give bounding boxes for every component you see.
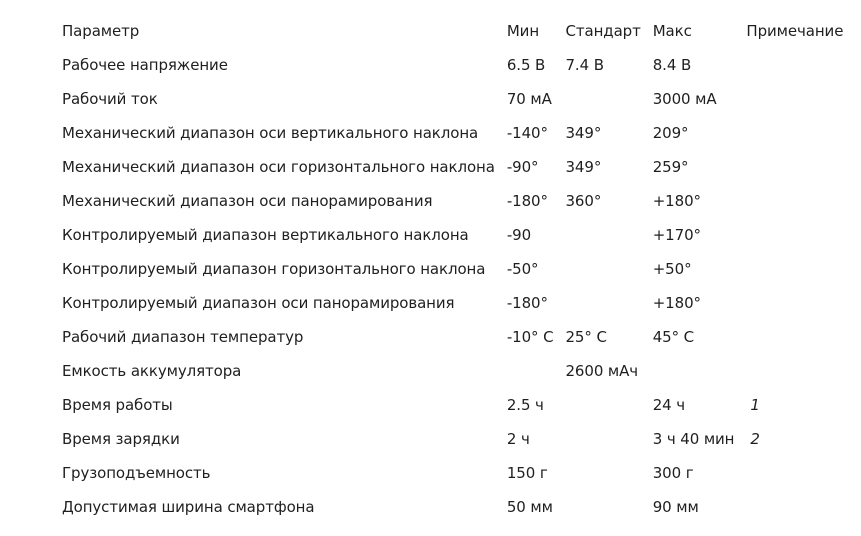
cell-max: 8.4 В	[652, 56, 692, 74]
cell-min: -140°	[506, 124, 548, 142]
cell-std	[559, 252, 646, 286]
cell-note	[740, 286, 856, 320]
cell-note	[740, 82, 856, 116]
cell-std	[559, 422, 646, 456]
table-row	[56, 388, 856, 422]
cell-max: 45° C	[652, 328, 695, 346]
cell-min: 50 мм	[506, 498, 553, 516]
cell-std: 360°	[565, 192, 602, 210]
header-std: Стандарт	[565, 22, 641, 40]
cell-note	[740, 252, 856, 286]
cell-std: 7.4 В	[565, 56, 604, 74]
cell-note	[740, 320, 856, 354]
cell-max: +170°	[652, 226, 701, 244]
cell-max: 259°	[652, 158, 689, 176]
cell-note	[740, 456, 856, 490]
cell-note	[740, 218, 856, 252]
cell-note	[740, 354, 856, 388]
cell-param: Рабочий диапазон температур	[62, 328, 304, 346]
table-row	[56, 184, 856, 218]
cell-min: -10° C	[506, 328, 554, 346]
cell-param: Контролируемый диапазон оси панорамирования	[62, 294, 455, 312]
cell-min: -180°	[506, 294, 548, 312]
cell-max: +50°	[652, 260, 692, 278]
cell-min: 150 г	[506, 464, 548, 482]
cell-max: +180°	[652, 294, 701, 312]
cell-std: 349°	[565, 124, 602, 142]
cell-min: 70 мА	[506, 90, 552, 108]
table-row	[56, 82, 856, 116]
cell-param: Рабочий ток	[62, 90, 158, 108]
cell-note	[740, 150, 856, 184]
cell-param: Механический диапазон оси панорамирования	[62, 192, 433, 210]
cell-max: 90 мм	[652, 498, 699, 516]
table-row	[56, 116, 856, 150]
cell-param: Время зарядки	[62, 430, 180, 448]
specs-table	[56, 14, 856, 524]
cell-param: Допустимая ширина смартфона	[62, 498, 315, 516]
table-row	[56, 252, 856, 286]
cell-std: 2600 мАч	[565, 362, 639, 380]
cell-std: 25° C	[565, 328, 607, 346]
table-row	[56, 490, 856, 524]
cell-min: -50°	[506, 260, 539, 278]
cell-std	[559, 456, 646, 490]
cell-max: 24 ч	[652, 396, 686, 414]
table-row	[56, 422, 856, 456]
cell-std	[559, 490, 646, 524]
cell-note	[740, 490, 856, 524]
table-row	[56, 354, 856, 388]
header-min: Мин	[506, 22, 540, 40]
table-body	[56, 48, 856, 524]
cell-param: Емкость аккумулятора	[62, 362, 242, 380]
cell-note: 2	[750, 430, 760, 448]
cell-max: +180°	[652, 192, 701, 210]
cell-min: -90°	[506, 158, 539, 176]
table-row	[56, 456, 856, 490]
cell-param: Время работы	[62, 396, 173, 414]
cell-min: -90	[506, 226, 532, 244]
cell-max: 209°	[652, 124, 689, 142]
cell-param: Контролируемый диапазон горизонтального наклона	[62, 260, 486, 278]
table-row	[56, 320, 856, 354]
cell-note	[740, 184, 856, 218]
header-max: Макс	[652, 22, 692, 40]
cell-std	[559, 388, 646, 422]
cell-max: 3 ч 40 мин	[652, 430, 735, 448]
cell-max: 300 г	[652, 464, 694, 482]
cell-min: 2 ч	[506, 430, 530, 448]
table-row	[56, 286, 856, 320]
cell-min: 6.5 В	[506, 56, 546, 74]
cell-min: 2.5 ч	[506, 396, 544, 414]
table-row	[56, 218, 856, 252]
table-row	[56, 48, 856, 82]
cell-min: -180°	[506, 192, 548, 210]
cell-std	[559, 82, 646, 116]
cell-param: Механический диапазон оси вертикального наклона	[62, 124, 479, 142]
cell-max	[647, 354, 741, 388]
cell-param: Рабочее напряжение	[62, 56, 228, 74]
table-row	[56, 150, 856, 184]
cell-note: 1	[750, 396, 760, 414]
table-header-row	[56, 14, 856, 48]
header-note: Примечание	[746, 22, 844, 40]
cell-param: Механический диапазон оси горизонтального наклона	[62, 158, 495, 176]
cell-note	[740, 48, 856, 82]
cell-std	[559, 286, 646, 320]
cell-std	[559, 218, 646, 252]
cell-param: Грузоподъемность	[62, 464, 211, 482]
cell-min	[501, 354, 560, 388]
cell-note	[740, 116, 856, 150]
header-param: Параметр	[62, 22, 140, 40]
cell-max: 3000 мА	[652, 90, 717, 108]
cell-std: 349°	[565, 158, 602, 176]
cell-param: Контролируемый диапазон вертикального наклона	[62, 226, 469, 244]
